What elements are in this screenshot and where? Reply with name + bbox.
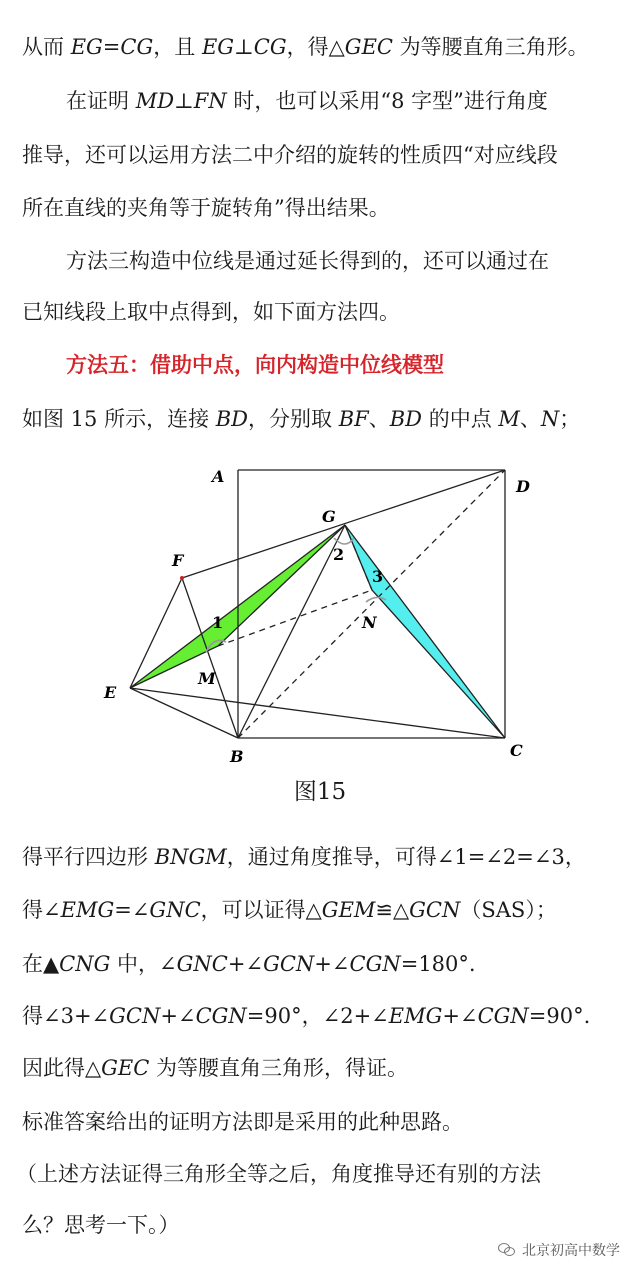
method-five-heading: 方法五：借助中点，向内构造中位线模型 — [66, 352, 444, 377]
paragraph-11-line-2: 么？思考一下。） — [22, 1213, 180, 1237]
label-b: B — [230, 747, 244, 766]
figure-caption: 图15 — [293, 779, 347, 805]
paragraph-7: 在▲CNG 中，∠GNC+∠GCN+∠CGN=180°. — [22, 952, 476, 976]
segment-gb — [238, 525, 345, 738]
paragraph-4: 如图 15 所示，连接 BD，分别取 BF、BD 的中点 M、N； — [22, 407, 581, 431]
label-c: C — [510, 741, 523, 760]
angle-label-3: 3 — [372, 567, 384, 586]
watermark — [498, 1240, 620, 1260]
point-f-marker — [180, 576, 184, 580]
angle-label-1: 1 — [212, 613, 224, 632]
label-f: F — [172, 551, 184, 570]
label-n: N — [362, 613, 377, 632]
paragraph-2-line-2: 推导，还可以运用方法二中介绍的旋转的性质四“对应线段 — [22, 143, 558, 167]
paragraph-6: 得∠EMG=∠GNC，可以证得△GEM≌△GCN（SAS）； — [22, 898, 557, 922]
paragraph-1: 从而 EG=CG，且 EG⊥CG，得△GEC 为等腰直角三角形。 — [22, 35, 589, 59]
segment-ec — [130, 688, 505, 738]
label-d: D — [516, 477, 530, 496]
paragraph-3-line-1: 方法三构造中位线是通过延长得到的，还可以通过在 — [66, 249, 549, 273]
paragraph-2-line-3: 所在直线的夹角等于旋转角”得出结果。 — [22, 196, 390, 220]
wechat-icon — [498, 1243, 516, 1257]
label-g: G — [322, 507, 336, 526]
diagonal-bd-dashed — [238, 470, 505, 738]
angle-label-2: 2 — [333, 545, 345, 564]
paragraph-8: 得∠3+∠GCN+∠CGN=90°，∠2+∠EMG+∠CGN=90°. — [22, 1004, 591, 1028]
paragraph-2-line-1: 在证明 MD⊥FN 时，也可以采用“8 字型”进行角度 — [66, 89, 548, 113]
paragraph-10: 标准答案给出的证明方法即是采用的此种思路。 — [22, 1110, 463, 1134]
label-m: M — [198, 669, 216, 688]
label-e: E — [104, 683, 117, 702]
watermark-text: 北京初高中数学 — [522, 1243, 620, 1259]
paragraph-9: 因此得△GEC 为等腰直角三角形，得证。 — [22, 1056, 409, 1080]
paragraph-3-line-2: 已知线段上取中点得到，如下面方法四。 — [22, 300, 400, 324]
paragraph-11-line-1: （上述方法证得三角形全等之后，角度推导还有别的方法 — [16, 1162, 541, 1186]
label-a: A — [212, 467, 225, 486]
paragraph-5: 得平行四边形 BNGM，通过角度推导，可得∠1=∠2=∠3， — [22, 845, 586, 869]
geometry-figure-15 — [100, 460, 540, 780]
